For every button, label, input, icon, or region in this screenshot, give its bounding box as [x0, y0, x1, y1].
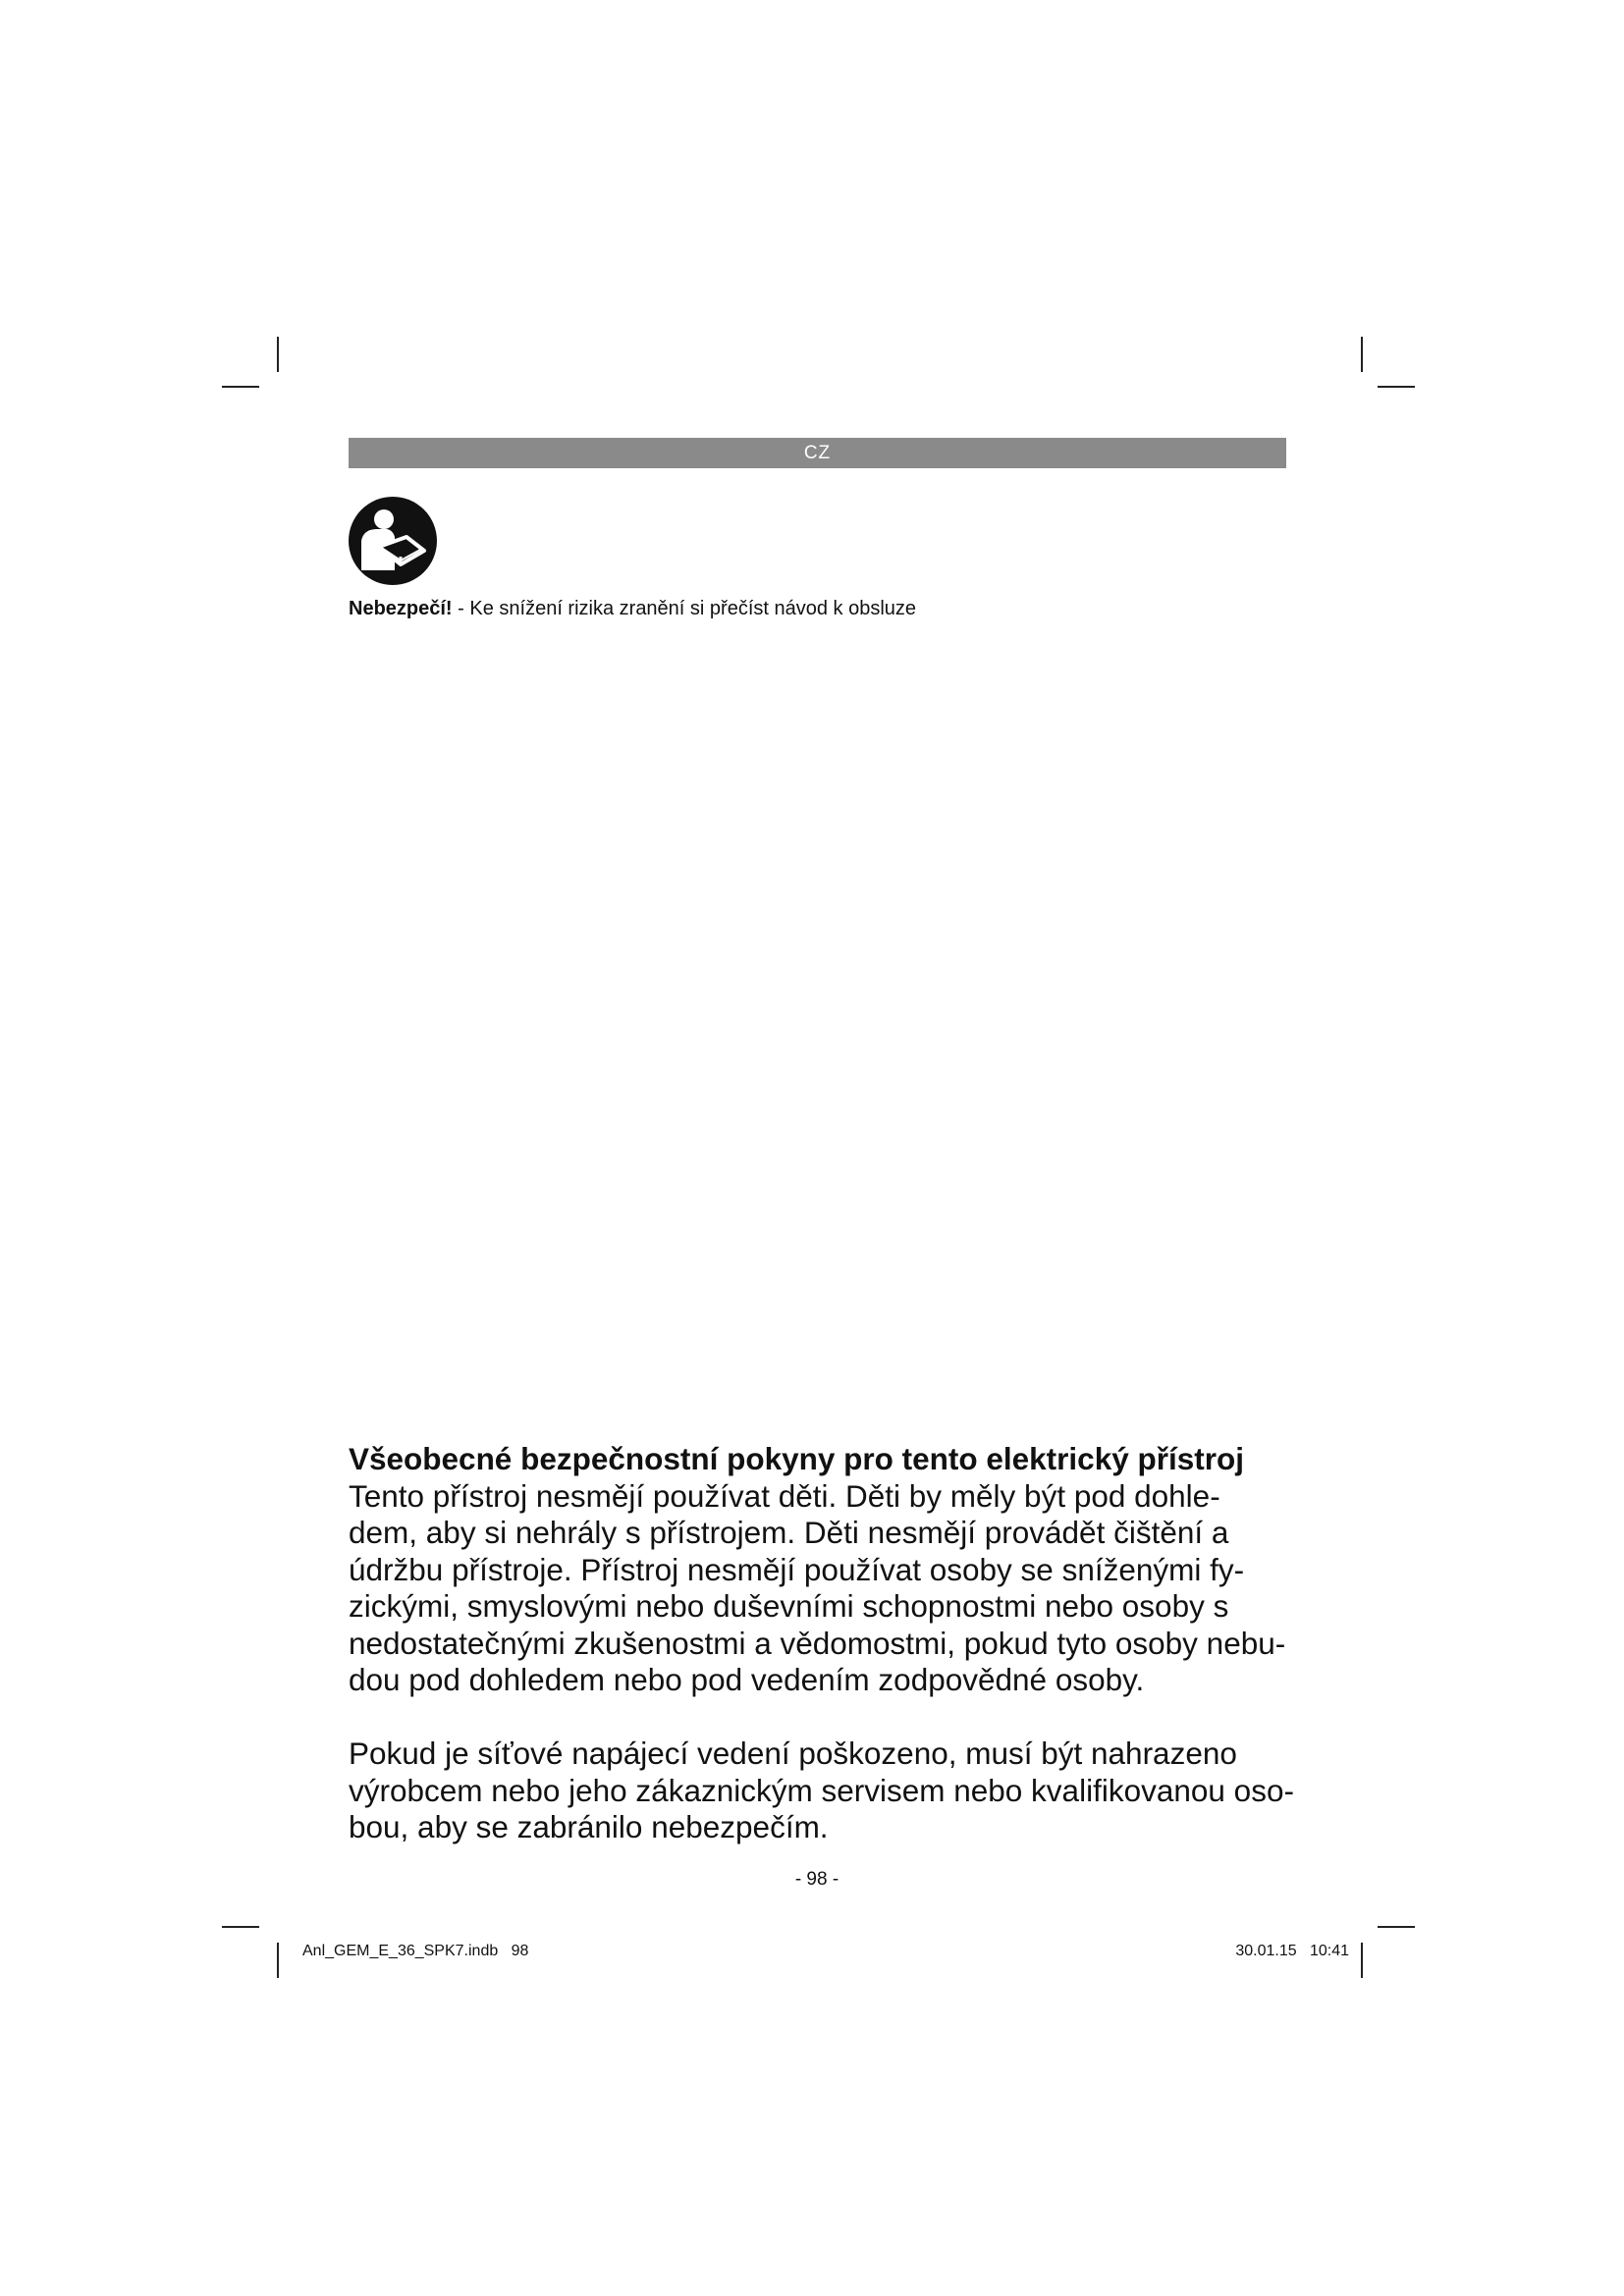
warning-text — [349, 596, 916, 621]
crop-mark — [1378, 1926, 1415, 1928]
paragraph-spacer — [349, 1699, 1291, 1736]
paragraph-line: dem, aby si nehrály s přístrojem. Děti nesmějí provádět čištění a — [349, 1515, 1229, 1550]
paragraph-line: údržbu přístroje. Přístroj nesmějí používat osoby se sníženými fy- — [349, 1551, 1245, 1587]
paragraph-line: nedostatečnými zkušenostmi a vědomostmi, pokud tyto osoby nebu- — [349, 1625, 1286, 1661]
warning-label: Nebezpečí! — [349, 598, 453, 619]
language-header-bar — [349, 438, 1286, 468]
crop-mark — [277, 337, 279, 372]
crop-mark — [277, 1943, 279, 1978]
crop-mark — [1361, 337, 1363, 372]
crop-mark — [1378, 386, 1415, 388]
paragraph-line: dou pod dohledem nebo pod vedením zodpovědné osoby. — [349, 1662, 1145, 1697]
paragraph-line: Pokud je síťové napájecí vedení poškozeno, musí být nahrazeno — [349, 1735, 1237, 1771]
warning-description: - Ke snížení rizika zranění si přečíst návod k obsluze — [452, 598, 917, 619]
footer-file-info: Anl_GEM_E_36_SPK7.indb 98 — [302, 1943, 529, 1959]
footer-datetime: 30.01.15 10:41 — [1235, 1943, 1349, 1959]
crop-mark — [1361, 1943, 1363, 1978]
language-code: CZ — [803, 443, 832, 463]
paragraph-line: výrobcem nebo jeho zákaznickým servisem nebo kvalifikovanou oso- — [349, 1772, 1294, 1808]
crop-mark — [222, 1926, 259, 1928]
paragraph-line: zickými, smyslovými nebo duševními schopnostmi nebo osoby s — [349, 1588, 1229, 1624]
crop-mark — [222, 386, 259, 388]
section-heading: Všeobecné bezpečnostní pokyny pro tento elektrický přístroj — [349, 1441, 1244, 1476]
paragraph-line: Tento přístroj nesmějí používat děti. Děti by měly být pod dohle- — [349, 1477, 1220, 1514]
safety-section — [349, 1441, 1294, 1846]
page-number: - 98 - — [794, 1869, 839, 1890]
paragraph-line: bou, aby se zabránilo nebezpečím. — [349, 1809, 829, 1844]
read-manual-icon — [348, 496, 438, 586]
